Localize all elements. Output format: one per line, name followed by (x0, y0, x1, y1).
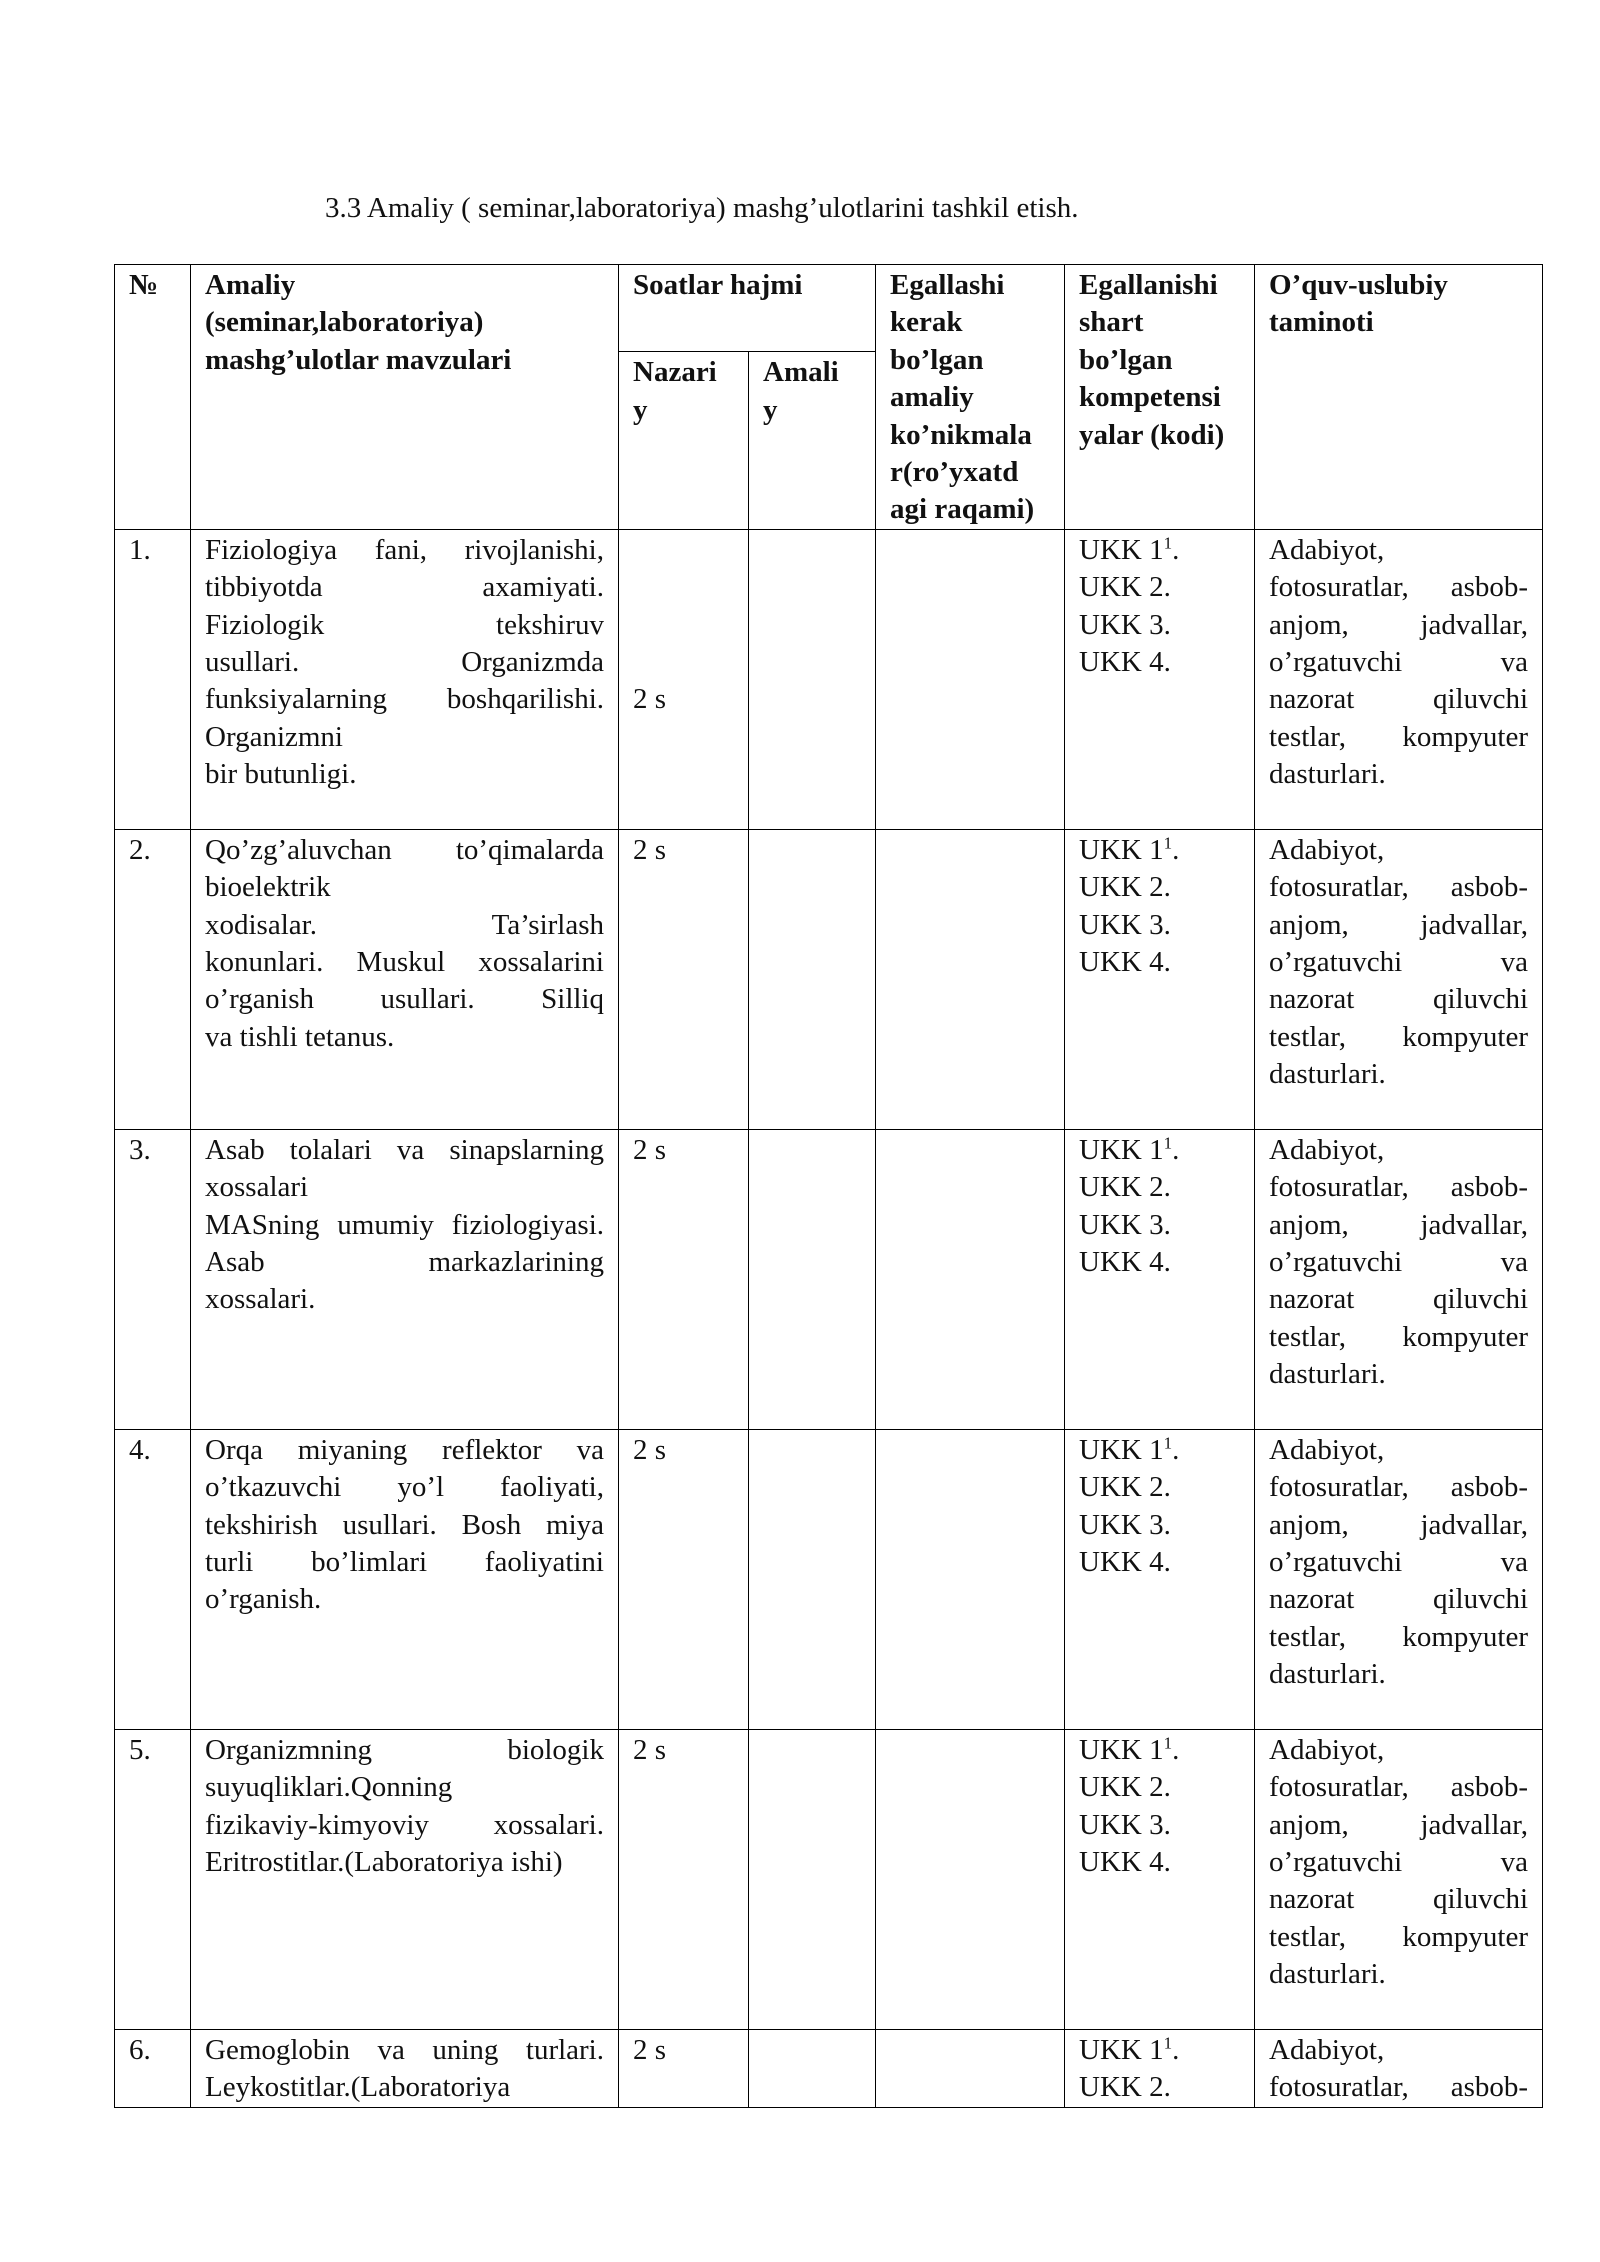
row-topic: Fiziologiya fani, rivojlanishi, tibbiyotda axamiyati. Fiziologik tekshiruv usullari. Organizmda funksiyalarning boshqarilishi. Organizmni bir butunligi. (191, 529, 619, 829)
row-competency-codes (1065, 1729, 1255, 2029)
header-number: № (115, 265, 191, 530)
header-topic: Amaliy (seminar,laboratoriya) mashg’ulotlar mavzulari (191, 265, 619, 530)
row-support: Adabiyot, fotosuratlar, asbob- anjom, jadvallar, o’rgatuvchi va nazorat qiluvchi testlar, kompyuter dasturlari. (1255, 1429, 1543, 1729)
competency-code: UKK 3. (1079, 1208, 1171, 1241)
row-competency-codes (1065, 1129, 1255, 1429)
table-row (115, 1429, 1543, 1729)
code-superscript: 1 (1163, 2033, 1173, 2053)
row-number: 3. (115, 1129, 191, 1429)
header-hours: Soatlar hajmi (619, 265, 876, 352)
row-skills (876, 2029, 1065, 2107)
competency-code: UKK $1^1$. (1079, 833, 1180, 866)
row-hours-theory: 2 s (619, 1729, 749, 2029)
header-hours-theory: Nazari y (619, 352, 749, 530)
row-competency-codes (1065, 1429, 1255, 1729)
competency-code: UKK 2. (1079, 2071, 1171, 2104)
row-hours-theory: 2 s (619, 1429, 749, 1729)
competency-code: UKK 4. (1079, 1546, 1171, 1579)
competency-code: UKK 2. (1079, 871, 1171, 904)
competency-code: UKK 2. (1079, 1771, 1171, 1804)
row-hours-practice (749, 2029, 876, 2107)
row-number: 5. (115, 1729, 191, 2029)
row-topic: Gemoglobin va uning turlari. Leykostitlar.(Laboratoriya (191, 2029, 619, 2107)
competency-code: UKK 3. (1079, 1508, 1171, 1541)
header-skills: Egallashi kerak bo’lgan amaliy ko’nikmala r(ro’yxatd agi raqami) (876, 265, 1065, 530)
row-skills (876, 529, 1065, 829)
row-hours-practice (749, 529, 876, 829)
table-row (115, 2029, 1543, 2107)
table-row (115, 1729, 1543, 2029)
row-support: Adabiyot, fotosuratlar, asbob- anjom, jadvallar, o’rgatuvchi va nazorat qiluvchi testlar, kompyuter dasturlari. (1255, 1729, 1543, 2029)
header-hours-practice: Amali y (749, 352, 876, 530)
row-hours-theory: 2 s (619, 829, 749, 1129)
competency-code: UKK 4. (1079, 646, 1171, 679)
table-row (115, 1129, 1543, 1429)
row-hours-theory: 2 s (619, 1129, 749, 1429)
row-hours-practice (749, 1729, 876, 2029)
table-row (115, 529, 1543, 829)
row-competency-codes (1065, 2029, 1255, 2107)
competency-code: UKK 4. (1079, 1246, 1171, 1279)
row-hours-theory: 2 s (619, 2029, 749, 2107)
practical-sessions-table (114, 264, 1543, 2108)
code-superscript: 1 (1163, 1433, 1173, 1453)
competency-code: UKK $1^1$. (1079, 2033, 1180, 2066)
competency-code: UKK 3. (1079, 1808, 1171, 1841)
header-support: O’quv-uslubiy taminoti (1255, 265, 1543, 530)
competency-code: UKK 2. (1079, 1471, 1171, 1504)
row-skills (876, 829, 1065, 1129)
row-hours-theory: 2 s (619, 529, 749, 829)
competency-code: UKK 2. (1079, 1171, 1171, 1204)
row-hours-practice (749, 1129, 876, 1429)
row-support: Adabiyot, fotosuratlar, asbob- anjom, jadvallar, o’rgatuvchi va nazorat qiluvchi testlar, kompyuter dasturlari. (1255, 1129, 1543, 1429)
competency-code: UKK 3. (1079, 908, 1171, 941)
row-support: Adabiyot, fotosuratlar, asbob- anjom, jadvallar, o’rgatuvchi va nazorat qiluvchi testlar, kompyuter dasturlari. (1255, 829, 1543, 1129)
row-number: 1. (115, 529, 191, 829)
competency-code: UKK $1^1$. (1079, 1133, 1180, 1166)
row-topic: Qo’zg’aluvchan to’qimalarda bioelektrik xodisalar. Ta’sirlash konunlari. Muskul xossalarini o’rganish usullari. Silliq va tishli tetanus. (191, 829, 619, 1129)
competency-code: UKK $1^1$. (1079, 1433, 1180, 1466)
row-topic: Organizmning biologik suyuqliklari.Qonning fizikaviy-kimyoviy xossalari. Eritrostitlar.(Laboratoriya ishi) (191, 1729, 619, 2029)
row-competency-codes (1065, 529, 1255, 829)
table-row (115, 829, 1543, 1129)
competency-code: UKK 4. (1079, 1846, 1171, 1879)
row-number: 2. (115, 829, 191, 1129)
row-topic: Orqa miyaning reflektor va o’tkazuvchi yo’l faoliyati, tekshirish usullari. Bosh miya turli bo’limlari faoliyatini o’rganish. (191, 1429, 619, 1729)
row-competency-codes (1065, 829, 1255, 1129)
code-superscript: 1 (1163, 1133, 1173, 1153)
competency-code: UKK 3. (1079, 608, 1171, 641)
row-skills (876, 1129, 1065, 1429)
row-support: Adabiyot, fotosuratlar, asbob- anjom, jadvallar, o’rgatuvchi va nazorat qiluvchi testlar, kompyuter dasturlari. (1255, 529, 1543, 829)
competency-code: UKK 4. (1079, 946, 1171, 979)
row-hours-practice (749, 829, 876, 1129)
code-superscript: 1 (1163, 833, 1173, 853)
code-superscript: 1 (1163, 1733, 1173, 1753)
header-competencies: Egallanishi shart bo’lgan kompetensi yalar (kodi) (1065, 265, 1255, 530)
competency-code: UKK 2. (1079, 571, 1171, 604)
page-heading: 3.3 Amaliy ( seminar,laboratoriya) mashg’ulotlarini tashkil etish. (325, 192, 1079, 224)
code-superscript: 1 (1163, 533, 1173, 553)
row-hours-practice (749, 1429, 876, 1729)
row-number: 4. (115, 1429, 191, 1729)
competency-code: UKK $1^1$. (1079, 1733, 1180, 1766)
row-skills (876, 1429, 1065, 1729)
row-number: 6. (115, 2029, 191, 2107)
row-support: Adabiyot, fotosuratlar, asbob- (1255, 2029, 1543, 2107)
competency-code: UKK $1^1$. (1079, 533, 1180, 566)
row-skills (876, 1729, 1065, 2029)
row-topic: Asab tolalari va sinapslarning xossalari MASning umumiy fiziologiyasi. Asab markazlarining xossalari. (191, 1129, 619, 1429)
